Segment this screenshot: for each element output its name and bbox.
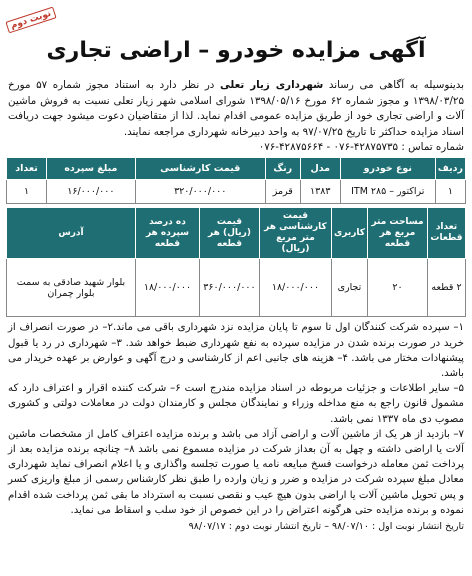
cell: بلوار شهید صادقی به سمت بلوار چمران [7, 259, 136, 317]
col-area: مساحت متر مربع هر قطعه [368, 208, 428, 259]
cell: ۳۶۰/۰۰۰/۰۰۰ [199, 259, 259, 317]
col-color: رنگ [265, 158, 300, 180]
cell: قرمز [265, 180, 300, 204]
cell: ۱ [7, 180, 47, 204]
col-row-number: ردیف [435, 158, 465, 180]
col-price-per-m2: قیمت کارشناسی هر متر مربع (ریال) [259, 208, 331, 259]
col-deposit: مبلغ سپرده [47, 158, 136, 180]
terms-paragraph: ۵– سایر اطلاعات و جزئیات مربوطه در اسناد مزایده مندرج است ۶– شرکت کننده اقرار و اعتراف دارد که مشمول قانون راجع به منع مداخله وزراء و نمایندگان مجلس و کارمندان دولت در معاملات دولتی و کشوری مصوب دی ماه ۱۳۳۷ نمی باشد. [8, 383, 464, 425]
col-vehicle-type: نوع خودرو [340, 158, 435, 180]
terms-paragraph: ۱– سپرده شرکت کنندگان اول تا سوم تا پایان مزایده نزد شهرداری باقی می ماند.۲– در صورت انصراف از خرید در صورت برنده شدن در مزایده سپرده به نفع شهرداری ضبط خواهد شد. ۳– شهرداری در رد یا قبول پیشنهادات مختار می باشد. ۴– هزینه های جانبی اعم از کارشناسی و درج آگهی و عوارض بر عهده خریدار می باشد. [8, 322, 464, 379]
cell: تراکتور – ITM ۲۸۵ [340, 180, 435, 204]
table-row [7, 180, 466, 204]
intro-part2: در نظر دارد به استناد مجوز شماره ۵۷ مورخ ۱۳۹۸/۰۳/۲۵ و مجوز شماره ۶۲ مورخ ۱۳۹۸/۰۵/۱۶ شورای اسلامی شهر زیار تعلی نسبت به فروش ماشین آلات و اراضی تجاری خود از طریق مزایده عمومی اقدام نماید. لذا از متقاضیان دعوت میشود جهت دریافت اسناد مزایده حداکثر تا تاریخ ۹۷/۰۷/۲۵ به واحد دبیرخانه شهرداری مراجعه نمایند. [8, 79, 464, 138]
col-appraised-price: قیمت کارشناسی [135, 158, 265, 180]
intro-org: شهرداری زیار تعلی [220, 79, 324, 91]
vehicle-table [6, 157, 466, 204]
intro-paragraph [6, 78, 466, 140]
ad-title: آگهی مزایده خودرو – اراضی تجاری [46, 38, 426, 63]
contact-phone: شماره تماس : ۴۲۸۷۵۷۳۵-۰۷۶ - ۴۲۸۷۵۶۶۴-۰۷۶ [258, 141, 464, 154]
col-address: آدرس [7, 208, 136, 259]
cell: ۳۲۰/۰۰۰/۰۰۰ [135, 180, 265, 204]
cell: ۱۸/۰۰۰/۰۰۰ [135, 259, 199, 317]
land-table [6, 207, 466, 317]
land-table-header [7, 208, 466, 259]
cell: ۱ [435, 180, 465, 204]
cell: تجاری [331, 259, 367, 317]
vehicle-table-header [7, 158, 466, 180]
publication-dates: تاریخ انتشار نوبت اول : ۹۸/۰۷/۱۰ – تاریخ انتشار نوبت دوم : ۹۸/۰۷/۱۷ [188, 521, 464, 533]
terms-paragraph: ۷– بازدید از هر یک از ماشین آلات و اراضی آزاد می باشد و برنده مزایده اعتراف کامل از مشخصات ماشین آلات یا اراضی داشته و چهل به آن بعداز شرکت در مزایده مسموع نمی باشد ۸– چنانچه برنده مزایده بعد از پرداخت ثمن معامله درخواست فسخ مبایعه نامه یا صورت تجلسه واگذاری و یا اعلام انصراف نماید شهرداری معادل مبلغ سپرده شرکت در مزایده و ضرر و زیان وارده را طبق نظر کارشناس رسمی از مبلغ واریزی کسر و پس تحویل ماشین آلات یا اراضی بدون هیچ عیب و نقصی نسبت به استرداد ما بقی ثمن پرداخت شده اقدام نموده و برنده مزایده حتی هرگونه اعتراض را در این خصوص از خود سلب و اسقاط می نماید. [8, 428, 465, 516]
col-usage: کاربری [331, 208, 367, 259]
col-count: تعداد [7, 158, 47, 180]
col-model: مدل [300, 158, 340, 180]
table-row [7, 259, 466, 317]
col-deposit-percent: ده درصد سپرده هر قطعه [135, 208, 199, 259]
cell: ۲۰ [368, 259, 428, 317]
cell: ۲ قطعه [428, 259, 466, 317]
col-parcel-price: قیمت (ریال) هر قطعه [199, 208, 259, 259]
cell: ۱۳۸۳ [300, 180, 340, 204]
intro-part1: بدینوسیله به آگاهی می رساند [323, 79, 464, 91]
edition-badge: نوبت دوم [5, 7, 56, 34]
cell: ۱۶/۰۰۰/۰۰۰ [47, 180, 136, 204]
cell: ۱۸/۰۰۰/۰۰۰ [259, 259, 331, 317]
col-parcel-count: تعداد قطعات [428, 208, 466, 259]
terms-section [6, 320, 466, 518]
